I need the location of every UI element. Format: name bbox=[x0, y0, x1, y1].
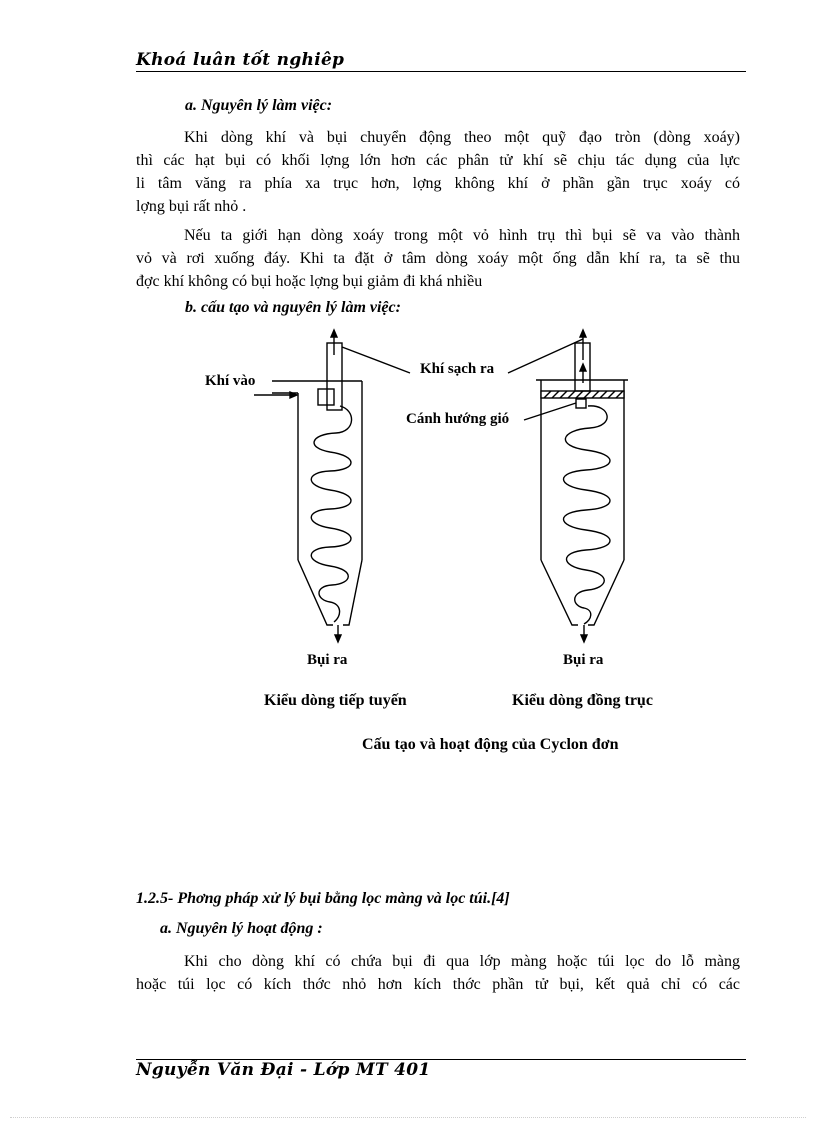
section-a-p1-line2: thì các hạt bụi có khối lợng lớn hơn các phân tử khí sẽ chịu tác dụng của lực bbox=[136, 152, 740, 169]
section-a-p2-line2: vỏ và rơi xuống đáy. Khi ta đặt ở tâm dòng xoáy một ống dẫn khí ra, ta sẽ thu bbox=[136, 250, 740, 267]
page-header-title: Khoá luân tốt nghiêp bbox=[136, 50, 345, 70]
section-125-p1-line1: Khi cho dòng khí có chứa bụi đi qua lớp màng hoặc túi lọc do lỗ màng bbox=[184, 953, 740, 970]
section-a-p2-line1: Nếu ta giới hạn dòng xoáy trong một vỏ hình trụ thì bụi sẽ va vào thành bbox=[184, 227, 740, 244]
label-coaxial-type: Kiểu dòng đồng trục bbox=[512, 692, 653, 709]
section-125-p1-line2: hoặc túi lọc có kích thớc nhỏ hơn kích thớc phần tử bụi, kết quả chỉ có các bbox=[136, 976, 740, 993]
page-footer-author: Nguyễn Văn Đại - Lớp MT 401 bbox=[136, 1060, 431, 1080]
section-125-subheading: a. Nguyên lý hoạt động : bbox=[160, 920, 323, 937]
cyclone-tangential-diagram bbox=[254, 330, 362, 642]
page-bottom-border bbox=[10, 1117, 806, 1118]
section-a-p1-line3: li tâm văng ra phía xa trục hơn, lợng không khí ở phần gần trục xoáy có bbox=[136, 175, 740, 192]
figure-caption: Cấu tạo và hoạt động của Cyclon đơn bbox=[362, 736, 619, 753]
section-a-heading: a. Nguyên lý làm việc: bbox=[185, 97, 333, 114]
label-clean-gas-out: Khí sạch ra bbox=[420, 361, 495, 377]
cyclone-coaxial-diagram bbox=[536, 330, 628, 642]
section-b-heading: b. cấu tạo và nguyên lý làm việc: bbox=[185, 299, 401, 316]
label-guide-vanes: Cánh hướng gió bbox=[406, 411, 510, 427]
label-dust-out-right: Bụi ra bbox=[563, 652, 604, 668]
section-a-p1-line4: lợng bụi rất nhỏ . bbox=[136, 198, 247, 215]
section-a-p2-line3: đợc khí không có bụi hoặc lợng bụi giảm đi khá nhiều bbox=[136, 273, 483, 290]
section-125-heading: 1.2.5- Phơng pháp xử lý bụi bằng lọc màng và lọc túi.[4] bbox=[136, 890, 510, 907]
section-a-p1-line1: Khi dòng khí và bụi chuyển động theo một quỹ đạo tròn (dòng xoáy) bbox=[184, 129, 740, 146]
label-dust-out-left: Bụi ra bbox=[307, 652, 348, 668]
label-inlet: Khí vào bbox=[205, 373, 256, 389]
label-tangential-type: Kiểu dòng tiếp tuyến bbox=[264, 692, 407, 709]
